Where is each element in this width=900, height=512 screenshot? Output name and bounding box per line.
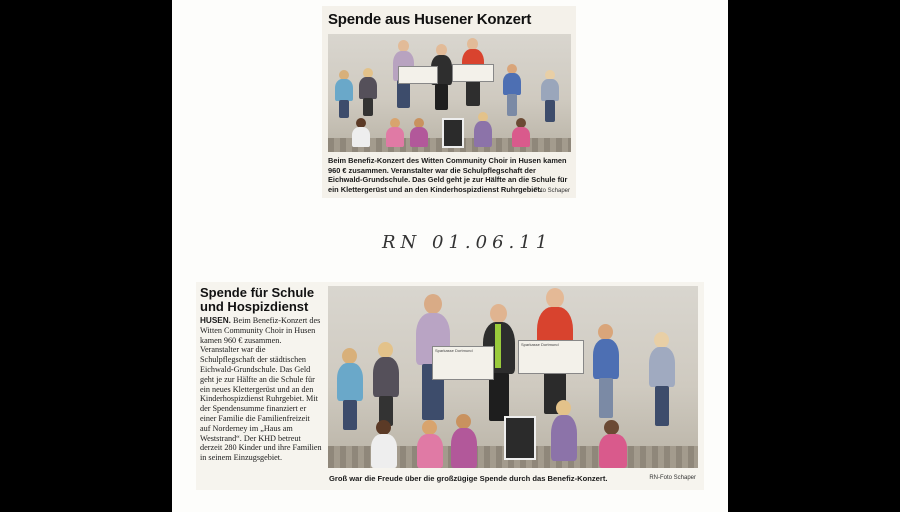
clipping-bottom-photo	[328, 286, 698, 468]
clipping-top-photo	[328, 34, 571, 152]
clipping-top-caption: Beim Benefiz-Konzert des Witten Community Choir in Husen kamen 960 € zusammen. Veranstalter war die Schulpflegschaft der Eichwald-Grundschule. Das Geld geht je zur Hälfte an die Schule für ein Klettergerüst und an den Kinderhospizdienst Ruhrgebiet.	[328, 156, 568, 194]
clipping-top-headline: Spende aus Husener Konzert	[328, 11, 532, 28]
clipping-bottom-body	[200, 316, 322, 463]
cheque-board	[398, 66, 438, 84]
cheque-board	[518, 340, 584, 374]
clipping-bottom-caption: Groß war die Freude über die großzügige Spende durch das Benefiz-Konzert.	[329, 474, 608, 483]
cheque-board	[452, 64, 494, 82]
clipping-bottom-credit: RN-Foto Schaper	[649, 475, 696, 481]
clipping-bottom-dateline: HUSEN.	[200, 316, 231, 325]
framed-picture	[442, 118, 464, 148]
scanned-page	[172, 0, 728, 512]
clipping-bottom	[196, 282, 704, 490]
cheque-bank-label: Sparkasse Dortmund	[521, 342, 559, 347]
clipping-top	[322, 6, 576, 198]
handwritten-date-note: RN 01.06.11	[382, 232, 553, 253]
clipping-top-credit: Foto Schaper	[533, 188, 570, 194]
framed-picture	[504, 416, 536, 460]
clipping-bottom-headline: Spende für Schule und Hospizdienst	[200, 285, 315, 314]
clipping-bottom-body-text: Beim Benefiz-Konzert des Witten Community Choir in Husen kamen 960 € zusammen. Veranstalter war die Schulpflegschaft der städtischen Eichwald-Grundschule. Das Geld geht je zur Hälfte an die Schule für ein neues Klettergerüst und an den Kinderhospizdienst Ruhrgebiet. Mit der Spendensumme finanziert er einer Familie die Familienfreizeit auf Norderney im „Haus am Weststrand“. Der KHD betreut derzeit 280 Kinder und ihre Familien in seinem Einzugsgebiet.	[200, 316, 322, 463]
cheque-bank-label: Sparkasse Dortmund	[435, 348, 473, 353]
cheque-board	[432, 346, 494, 380]
